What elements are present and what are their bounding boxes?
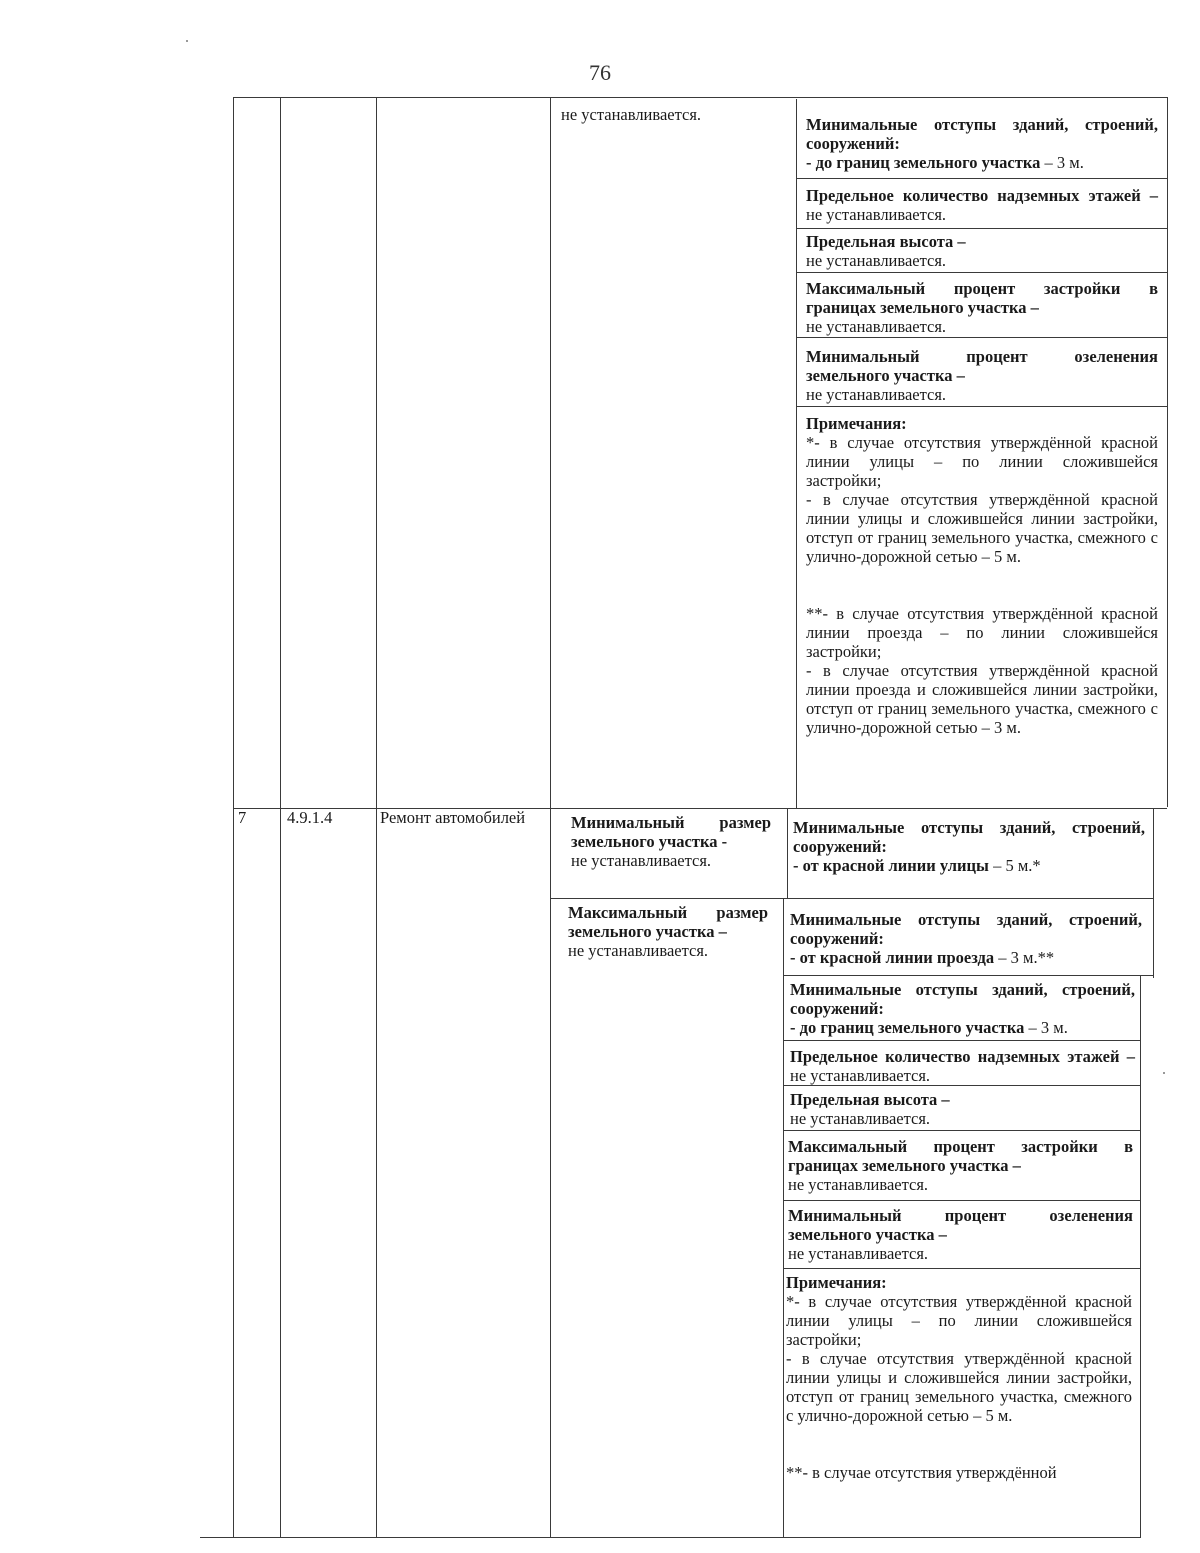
top-col4-text: не устанавливается. <box>561 105 702 124</box>
row7-param-driveway-setback: Минимальные отступы зданий, строений, сооружений: - от красной линии проезда – 3 м.** <box>790 910 1142 967</box>
row7-param-boundary-setback: Минимальные отступы зданий, строений, сооружений: - до границ земельного участка – 3 м. <box>790 980 1135 1037</box>
row7-max-size: Максимальный размер земельного участка – не устанавливается. <box>568 903 768 960</box>
top-note-2: - в случае отсутствия утверждённой красной линии улицы и сложившейся линии застройки, отступ от границ земельного участка, смежного с улично-дорожной сетью – 5 м. <box>806 490 1158 566</box>
row7-notes <box>786 1273 1132 1482</box>
row7-note-1: *- в случае отсутствия утверждённой красной линии улицы – по линии сложившейся застройки; <box>786 1292 1132 1349</box>
row7-number: 7 <box>238 808 247 827</box>
row7-code: 4.9.1.4 <box>287 808 333 827</box>
row7-param-floors: Предельное количество надземных этажей – не устанавливается. <box>790 1047 1135 1085</box>
row7-name: Ремонт автомобилей <box>380 808 526 827</box>
top-param-height: Предельная высота – не устанавливается. <box>806 232 966 270</box>
top-note-1: *- в случае отсутствия утверждённой красной линии улицы – по линии сложившейся застройки; <box>806 433 1158 490</box>
row7-param-green-percent: Минимальный процент озеленения земельного участка – не устанавливается. <box>788 1206 1133 1263</box>
row7-note-3: **- в случае отсутствия утверждённой <box>786 1463 1057 1482</box>
scan-speck <box>186 40 188 42</box>
row7-param-height: Предельная высота – не устанавливается. <box>790 1090 950 1128</box>
row7-notes-title: Примечания: <box>786 1273 887 1292</box>
row7-min-size: Минимальный размер земельного участка - не устанавливается. <box>571 813 771 870</box>
row7-note-2: - в случае отсутствия утверждённой красной линии улицы и сложившейся линии застройки, отступ от границ земельного участка, смежного с улично-дорожной сетью – 5 м. <box>786 1349 1132 1425</box>
top-param-setback: Минимальные отступы зданий, строений, сооружений: - до границ земельного участка – 3 м. <box>806 115 1158 172</box>
top-note-3: **- в случае отсутствия утверждённой красной линии проезда – по линии сложившейся застройки; <box>806 604 1158 661</box>
top-note-4: - в случае отсутствия утверждённой красной линии проезда и сложившейся линии застройки, отступ от границ земельного участка, смежного с улично-дорожной сетью – 3 м. <box>806 661 1158 737</box>
top-param-build-percent: Максимальный процент застройки в границах земельного участка – не устанавливается. <box>806 279 1158 336</box>
row7-param-street-setback: Минимальные отступы зданий, строений, сооружений: - от красной линии улицы – 5 м.* <box>793 818 1145 875</box>
scan-speck <box>1163 1072 1165 1074</box>
top-notes <box>806 414 1158 737</box>
page-number: 76 <box>589 60 611 85</box>
top-param-green-percent: Минимальный процент озеленения земельного участка – не устанавливается. <box>806 347 1158 404</box>
top-param-floors: Предельное количество надземных этажей – не устанавливается. <box>806 186 1158 224</box>
top-notes-title: Примечания: <box>806 414 907 433</box>
row7-param-build-percent: Максимальный процент застройки в границах земельного участка – не устанавливается. <box>788 1137 1133 1194</box>
